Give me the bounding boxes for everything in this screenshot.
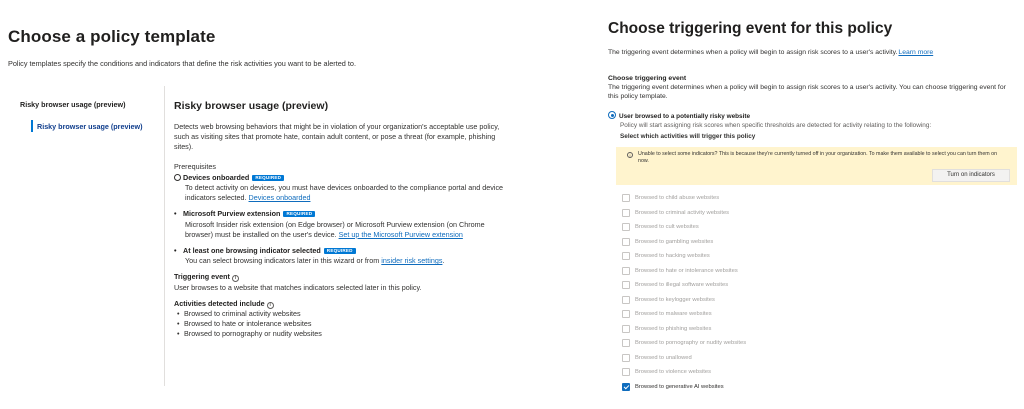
prereq-title: Microsoft Purview extension: [183, 209, 281, 219]
checkbox-icon: [622, 354, 630, 362]
triggering-event-heading: Triggering event: [174, 272, 230, 282]
select-activities-label: Select which activities will trigger this policy: [620, 133, 756, 140]
prereq-purview-extension: [174, 209, 514, 240]
template-description: Detects web browsing behaviors that might be in violation of your organization's acceptable use policy, such as visiting sites that promote hate, contain adult content, or pose a threat (for example, phishing sites).: [174, 122, 500, 152]
activity-checkbox-row: [622, 191, 922, 206]
activity-checkbox-label: Browsed to child abuse websites: [635, 195, 720, 202]
activity-checkbox-row[interactable]: [622, 380, 922, 395]
option-label: User browsed to a potentially risky website: [619, 113, 751, 120]
choose-triggering-event-body: The triggering event determines when a policy will begin to assign risk scores to a user's activity. You can choose triggering event for this policy template.: [608, 84, 1006, 100]
activity-checkbox-row: [622, 351, 922, 366]
activity-checkbox-row: [622, 220, 922, 235]
page-intro: Policy templates specify the conditions and indicators that define the risk activities you want to be alerted to.: [8, 59, 357, 68]
template-detail: [174, 100, 514, 346]
triggering-option: [608, 111, 1018, 141]
setup-purview-extension-link[interactable]: Set up the Microsoft Purview extension: [338, 229, 463, 239]
triggering-event-panel: [600, 0, 1024, 409]
activity-checkbox-label: Browsed to gambling websites: [635, 238, 714, 245]
learn-more-link[interactable]: Learn more: [898, 49, 934, 56]
activity-checkbox-label: Browsed to generative AI websites: [635, 383, 724, 390]
checkbox-icon: [622, 194, 630, 202]
activities-section: [174, 299, 514, 340]
prerequisites-heading: Prerequisites: [174, 161, 216, 171]
activity-checkbox-label: Browsed to hacking websites: [635, 253, 710, 260]
option-risky-website[interactable]: [608, 111, 1018, 121]
activity-checkbox-list: [622, 191, 922, 394]
prereq-body: To detect activity on devices, you must have devices onboarded to the compliance portal and device indicators selected.: [185, 183, 504, 203]
template-detail-title: Risky browser usage (preview): [174, 100, 329, 112]
prereq-body: You can select browsing indicators later in this wizard or from: [185, 256, 380, 266]
activity-checkbox-row: [622, 278, 922, 293]
prereq-body: Microsoft Insider risk extension (on Edge browser) or Microsoft Purview extension (on Chrome browser) must be installed on the user's device.: [185, 219, 485, 239]
triggering-event-section: [174, 272, 514, 292]
turn-on-indicators-button[interactable]: Turn on indicators: [932, 169, 1010, 182]
activity-checkbox-label: Browsed to violence websites: [635, 369, 712, 376]
checkbox-icon: [622, 325, 630, 333]
warning-text: Unable to select some indicators? This is because they're currently turned off in your organization. To make them available to select you can turn them on now.: [638, 151, 998, 164]
radio-selected-icon[interactable]: [608, 111, 616, 119]
prereq-browsing-indicator: [174, 246, 514, 266]
checkbox-icon: [622, 310, 630, 318]
activities-list: [174, 309, 514, 340]
checkbox-icon: [622, 223, 630, 231]
list-item: • Browsed to criminal activity websites: [174, 309, 514, 319]
checkbox-icon: [622, 368, 630, 376]
activity-checkbox-row: [622, 235, 922, 250]
activity-checkbox-row: [622, 365, 922, 380]
activity-checkbox-row: [622, 206, 922, 221]
activity-checkbox-label: Browsed to criminal activity websites: [635, 209, 730, 216]
prereq-title: At least one browsing indicator selected: [183, 246, 321, 256]
activity-checkbox-row: [622, 293, 922, 308]
checkbox-icon: [622, 209, 630, 217]
checkbox-icon[interactable]: [622, 383, 630, 391]
choose-triggering-event-section: [608, 74, 1018, 101]
checkbox-icon: [622, 252, 630, 260]
activity-checkbox-label: Browsed to hate or intolerance websites: [635, 267, 738, 274]
option-body: Policy will start assigning risk scores when specific thresholds are detected for activity relating to the following:: [620, 122, 932, 129]
required-badge: REQUIRED: [324, 248, 356, 254]
activity-checkbox-label: Browsed to unallowed: [635, 354, 692, 361]
description-text: The triggering event determines when a policy will begin to assign risk scores to a user's activity.: [608, 49, 898, 56]
activity-checkbox-label: Browsed to malware websites: [635, 311, 712, 318]
activity-checkbox-row: [622, 322, 922, 337]
required-badge: REQUIRED: [283, 211, 315, 217]
prereq-title: Devices onboarded: [183, 172, 250, 182]
activity-checkbox-row: [622, 336, 922, 351]
activity-checkbox-label: Browsed to keylogger websites: [635, 296, 715, 303]
activity-checkbox-row: [622, 264, 922, 279]
checkbox-icon: [622, 238, 630, 246]
list-item: • Browsed to hate or intolerance websites: [174, 319, 514, 329]
devices-onboarded-link[interactable]: Devices onboarded: [248, 193, 311, 203]
activity-checkbox-label: Browsed to phishing websites: [635, 325, 712, 332]
required-badge: REQUIRED: [252, 175, 284, 181]
activity-checkbox-row: [622, 249, 922, 264]
activity-checkbox-label: Browsed to cult websites: [635, 224, 699, 231]
checkbox-icon: [622, 296, 630, 304]
selected-indicator-bar: [31, 120, 33, 132]
info-icon: i: [627, 152, 633, 158]
vertical-divider: [164, 86, 165, 386]
info-icon[interactable]: i: [232, 275, 239, 282]
insider-risk-settings-link[interactable]: insider risk settings: [381, 256, 443, 266]
triggering-event-body: User browses to a website that matches indicators selected later in this policy.: [174, 282, 422, 292]
activities-heading: Activities detected include: [174, 298, 265, 308]
bullet-icon: •: [174, 209, 177, 219]
template-nav: [20, 100, 155, 131]
template-item-risky-browser-usage[interactable]: [20, 122, 155, 131]
activity-checkbox-label: Browsed to illegal software websites: [635, 282, 729, 289]
activity-checkbox-row: [622, 307, 922, 322]
checkbox-icon: [622, 281, 630, 289]
checkbox-icon: [622, 267, 630, 275]
list-item: • Browsed to pornography or nudity websites: [174, 329, 514, 339]
prereq-after: .: [442, 256, 445, 266]
indicators-warning-banner: [616, 147, 1017, 185]
bullet-icon: •: [174, 246, 177, 256]
page-title: Choose a policy template: [8, 27, 216, 46]
info-icon[interactable]: i: [267, 302, 274, 309]
prereq-devices-onboarded: [174, 173, 514, 204]
checkbox-icon: [622, 339, 630, 347]
activity-checkbox-label: Browsed to pornography or nudity websites: [635, 340, 747, 347]
triggering-page-description: [608, 49, 933, 56]
triggering-page-title: Choose triggering event for this policy: [608, 20, 893, 37]
radio-icon: [174, 174, 181, 181]
template-item-label: Risky browser usage (preview): [37, 122, 143, 131]
template-category-heading: Risky browser usage (preview): [20, 100, 126, 109]
choose-triggering-event-heading: Choose triggering event: [608, 75, 687, 82]
